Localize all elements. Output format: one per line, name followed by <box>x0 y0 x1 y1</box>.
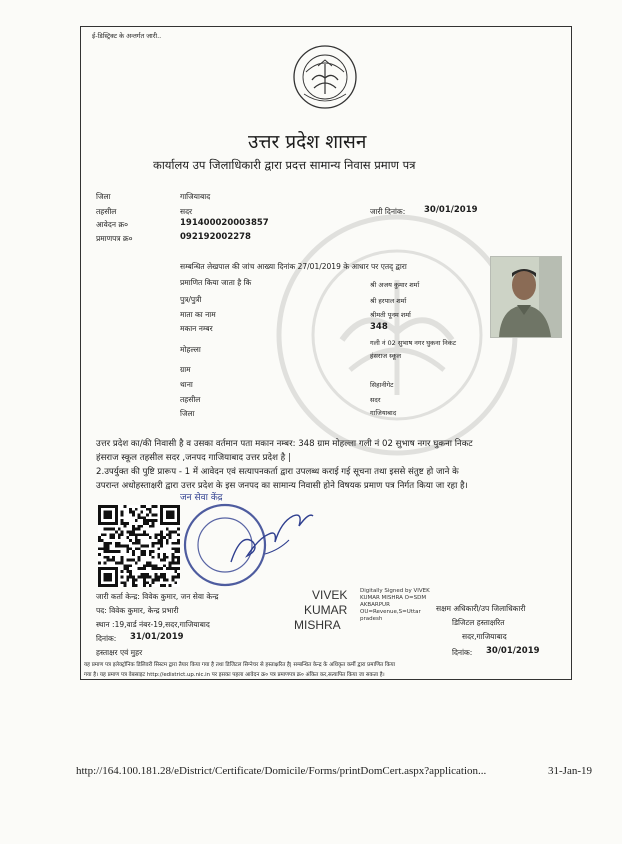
up-emblem-icon <box>290 44 360 110</box>
father-name: श्री हरपाल शर्मा <box>370 297 407 305</box>
issuer-date-value: 31/01/2019 <box>130 632 184 642</box>
locality-value: गली नं 02 सुभाष नगर घुकना निकट <box>370 339 457 347</box>
authority-designation: सक्षम अधिकारी/उप जिलाधिकारी <box>436 604 526 613</box>
detail-tehsil-value: सदर <box>370 396 381 404</box>
son-daughter-label: पुत्र/पुत्री <box>180 295 202 304</box>
house-number-label: मकान नम्बर <box>180 324 213 333</box>
mother-name-label: माता का नाम <box>180 310 216 319</box>
application-number: 191400020003857 <box>180 218 269 228</box>
police-station-label: थाना <box>180 380 193 389</box>
handwritten-signature <box>225 510 315 570</box>
application-label: आवेदन क्र० <box>96 220 129 229</box>
signer-name-line-3: MISHRA <box>294 618 341 632</box>
seal-text: जन सेवा केंद्र <box>180 493 223 503</box>
watermark-emblem-icon <box>272 210 522 460</box>
applicant-photo <box>490 256 562 338</box>
police-station-value: सिहानीगेट <box>370 381 394 389</box>
signer-name-line-2: KUMAR <box>304 603 348 617</box>
footer-note-1: यह प्रमाण पत्र इलेक्ट्रॉनिक डिलिवरी सिस्टम द्वारा तैयार किया गया है तथा डिजिटल सिग्नेचर से हस्ताक्षरित है| सम्बन्धित केन्द्र के अधिकृत कर्मी द्वारा प्रमाणित किया <box>84 662 395 668</box>
print-url: http://164.100.181.28/eDistrict/Certificate/Domicile/Forms/printDomCert.aspx?application... <box>76 765 487 777</box>
district-label: जिला <box>96 192 111 201</box>
digital-signature-detail: Digitally Signed by VIVEK KUMAR MISHRA O=SDM AKBARPUR OU=Revenue,S=Uttar pradesh <box>360 588 430 622</box>
village-label: ग्राम <box>180 365 191 374</box>
house-number: 348 <box>370 322 388 332</box>
issuer-post: पद: विवेक कुमार, केन्द्र प्रभारी <box>96 606 179 615</box>
certificate-label: प्रमाणपत्र क्र० <box>96 234 133 243</box>
issue-date-value: 30/01/2019 <box>424 205 478 215</box>
locality-value-2: हंसराज स्कूल <box>370 352 402 360</box>
applicant-name: श्री अजय कुमार शर्मा <box>370 281 420 289</box>
intro-line-2: प्रमाणित किया जाता है कि <box>180 278 252 287</box>
header-note: ई-डिस्ट्रिक्ट के अन्तर्गत जारी.. <box>92 32 162 40</box>
tehsil-label: तहसील <box>96 207 117 216</box>
authority-date-label: दिनांक: <box>452 648 473 657</box>
statement-line-4: उपरान्त अधोहस्ताक्षरी द्वारा उत्तर प्रदेश के इस जनपद का सामान्य निवासी होने विषयक प्रमाण पत्र निर्गत किया जा रहा है। <box>96 481 468 491</box>
intro-line-1: सम्बन्धित लेखपाल की जांच आख्या दिनांक 27/01/2019 के आधार पर एतद् द्वारा <box>180 262 407 271</box>
issue-date-label: जारी दिनांक: <box>370 207 406 216</box>
print-date: 31-Jan-19 <box>548 765 592 777</box>
locality-label: मोहल्ला <box>180 345 201 354</box>
footer-note-2: गया है। यह प्रमाण पत्र वेबसाइट http://edistrict.up.nic.in पर इसका पहला आवेदन क्र० पत्र प्रमाणपत्र क्र० अंकित कर,सत्यापित किया जा सकता है। <box>84 672 385 678</box>
tehsil-value: सदर <box>180 207 193 216</box>
detail-district-value: गाजियाबाद <box>370 409 397 417</box>
certificate-number: 092192002278 <box>180 232 251 242</box>
issuing-center: जारी कर्ता केन्द्र: विवेक कुमार, जन सेवा केन्द्र <box>96 592 219 601</box>
authority-digital-signed: डिजिटल हस्ताक्षरित <box>452 618 505 627</box>
signer-name-line-1: VIVEK <box>312 588 348 602</box>
detail-district-label: जिला <box>180 409 195 418</box>
statement-line-3: 2.उपर्युक्त की पुष्टि प्रारूप - 1 में आवेदन एवं सत्यापनकर्ता द्वारा उपलब्ध कराई गई सूचना तथा इससे संतुष्ट हो जाने के <box>96 467 459 477</box>
authority-location: सदर,गाजियाबाद <box>462 632 507 641</box>
statement-line-2: हंसराज स्कूल तहसील सदर ,जनपद गाजियाबाद उत्तर प्रदेश है | <box>96 453 291 463</box>
page-title: उत्तर प्रदेश शासन <box>248 131 367 153</box>
issuer-place: स्थान :19,वार्ड नंबर-19,सदर,गाजियाबाद <box>96 620 210 629</box>
mother-name: श्रीमती पूनम शर्मा <box>370 311 411 319</box>
statement-line-1: उत्तर प्रदेश का/की निवासी है व उसका वर्तमान पता मकान नम्बर: 348 ग्राम मोहल्ला गली नं 02 सुभाष नगर घुकना निकट <box>96 439 473 449</box>
certificate-subtitle: कार्यालय उप जिलाधिकारी द्वारा प्रदत्त सामान्य निवास प्रमाण पत्र <box>153 158 416 172</box>
qr-code <box>98 505 180 587</box>
issuer-date-label: दिनांक: <box>96 634 117 643</box>
authority-date-value: 30/01/2019 <box>486 646 540 656</box>
district-value: गाजियाबाद <box>180 192 211 201</box>
signature-seal-label: हस्ताक्षर एवं मुहर <box>96 648 143 657</box>
detail-tehsil-label: तहसील <box>180 395 201 404</box>
digital-signer-name <box>294 588 347 633</box>
